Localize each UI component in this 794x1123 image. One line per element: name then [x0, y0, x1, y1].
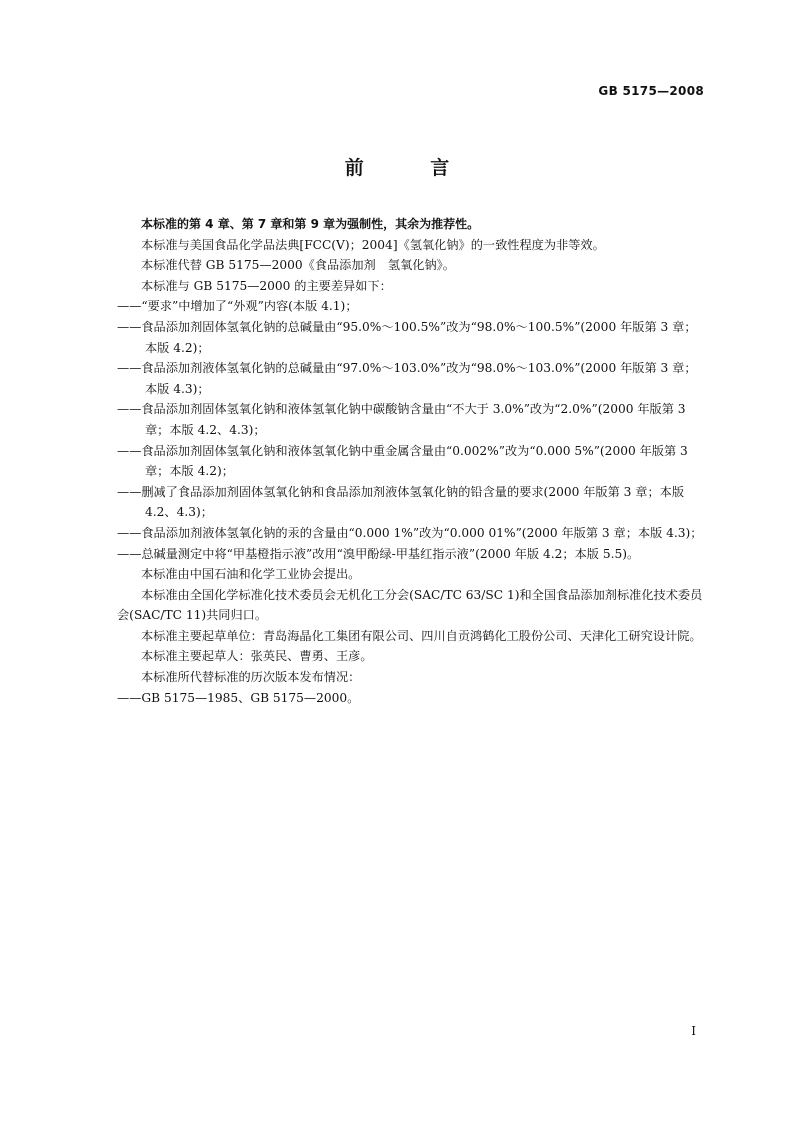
- paragraph-consistency: 本标准与美国食品化学品法典[FCC(V)；2004]《氢氧化钠》的一致性程度为非等效。: [141, 237, 605, 252]
- difference-item: ——食品添加剂液体氢氧化钠的总碱量由“97.0%～103.0%”改为“98.0%～103.0%”(2000 年版第 3 章；本版 4.3)；: [117, 361, 697, 396]
- paragraph-history-intro: 本标准所代替标准的历次版本发布情况：: [141, 670, 361, 685]
- difference-item: ——食品添加剂固体氢氧化钠和液体氢氧化钠中碳酸钠含量由“不大于 3.0%”改为“2.0%”(2000 年版第 3 章；本版 4.2、4.3)；: [117, 402, 686, 437]
- difference-item: ——总碱量测定中将“甲基橙指示液”改用“溴甲酚绿-甲基红指示液”(2000 年版 4.2；本版 5.5)。: [117, 546, 640, 561]
- page-number: I: [691, 1024, 696, 1038]
- paragraph-drafters: 本标准主要起草人：张英民、曹勇、王彦。: [141, 649, 373, 664]
- standard-number: GB 5175—2008: [598, 84, 704, 98]
- paragraph-mandatory-clauses: 本标准的第 4 章、第 7 章和第 9 章为强制性，其余为推荐性。: [141, 217, 480, 231]
- difference-item: ——食品添加剂固体氢氧化钠的总碱量由“95.0%～100.5%”改为“98.0%～100.5%”(2000 年版第 3 章；本版 4.2)；: [117, 319, 697, 355]
- paragraph-replaces: 本标准代替 GB 5175—2000《食品添加剂 氢氧化钠》。: [141, 258, 455, 273]
- difference-item: ——食品添加剂液体氢氧化钠的汞的含量由“0.000 1%”改为“0.000 01%”(2000 年版第 3 章；本版 4.3)；: [117, 525, 703, 540]
- page-title: 前 言: [344, 157, 480, 179]
- difference-item: ——食品添加剂固体氢氧化钠和液体氢氧化钠中重金属含量由“0.002%”改为“0.000 5%”(2000 年版第 3 章；本版 4.2)；: [117, 443, 688, 479]
- paragraph-drafting-units: 本标准主要起草单位：青岛海晶化工集团有限公司、四川自贡鸿鹤化工股份公司、天津化工研究设计院。: [141, 628, 702, 643]
- paragraph-proposer: 本标准由中国石油和化学工业协会提出。: [141, 567, 361, 582]
- difference-item: ——“要求”中增加了“外观”内容(本版 4.1)；: [117, 299, 358, 314]
- paragraph-differences-intro: 本标准与 GB 5175—2000 的主要差异如下：: [141, 278, 392, 293]
- difference-item: ——删减了食品添加剂固体氢氧化钠和食品添加剂液体氢氧化钠的铅含量的要求(2000 年版第 3 章；本版 4.2、4.3)；: [117, 484, 685, 520]
- foreword-body: [117, 214, 707, 708]
- history-item: ——GB 5175—1985、GB 5175—2000。: [117, 690, 360, 705]
- paragraph-centralized: 本标准由全国化学标准化技术委员会无机化工分会(SAC/TC 63/SC 1)和全国食品添加剂标准化技术委员会(SAC/TC 11)共同归口。: [117, 587, 703, 623]
